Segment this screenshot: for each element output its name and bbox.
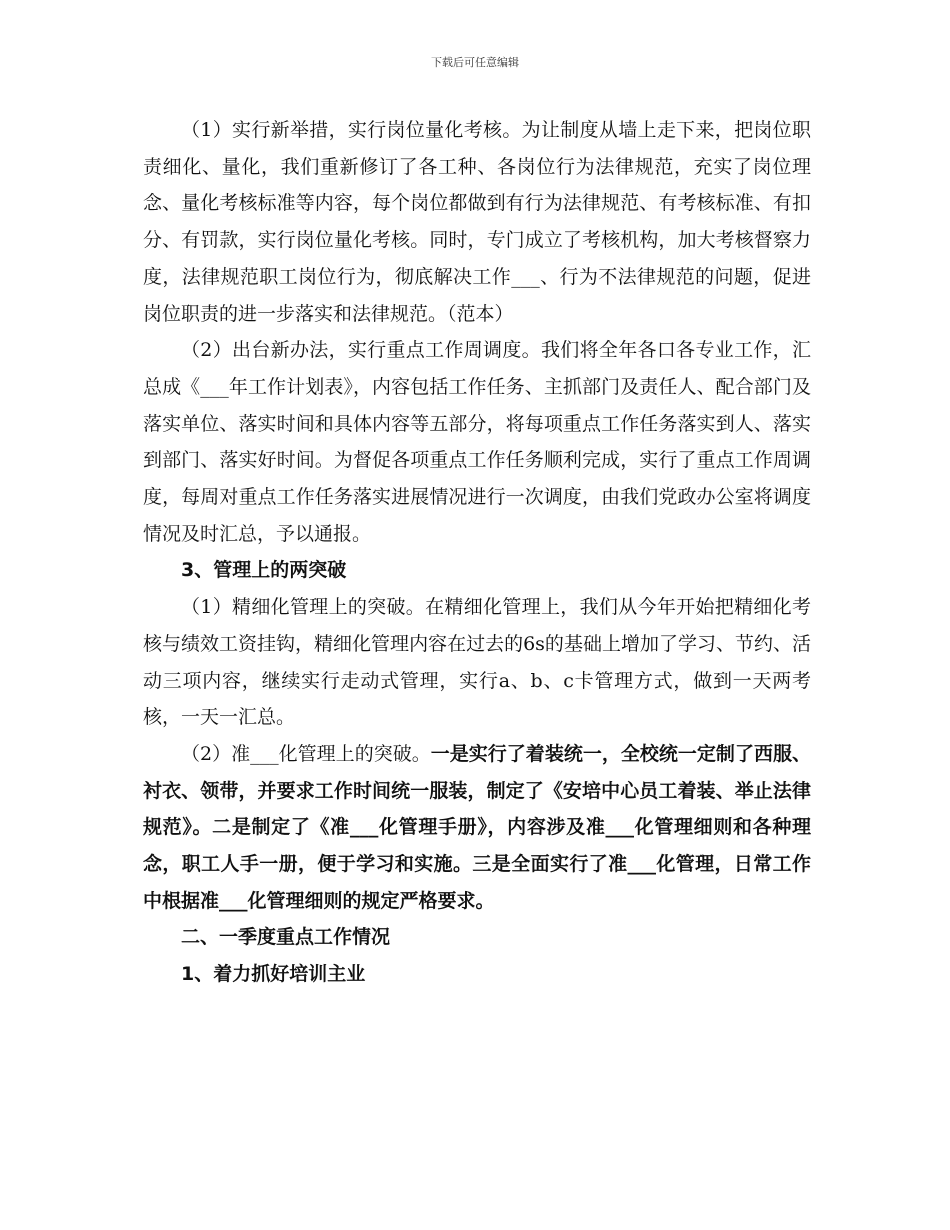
paragraph-lead-text: （2）准___化管理上的突破。 — [181, 742, 431, 765]
paragraph-standardized-management — [143, 736, 811, 920]
document-body — [143, 112, 811, 993]
paragraph-weekly-scheduling: （2）出台新办法，实行重点工作周调度。我们将全年各口各专业工作，汇总成《___年工作计划表》，内容包括工作任务、主抓部门及责任人、配合部门及落实单位、落实时间和具体内容等五部分，将每项重点工作任务落实到人、落实到部门、落实好时间。为督促各项重点工作任务顺利完成，实行了重点工作周调度，每周对重点工作任务落实进展情况进行一次调度，由我们党政办公室将调度情况及时汇总，予以通报。 — [143, 339, 811, 545]
heading-management-breakthroughs: 3、管理上的两突破 — [181, 559, 347, 582]
paragraph-fine-management: （1）精细化管理上的突破。在精细化管理上，我们从今年开始把精细化考核与绩效工资挂钩，精细化管理内容在过去的6s的基础上增加了学习、节约、活动三项内容，继续实行走动式管理，实行a、b、c卡管理方式，做到一天两考核，一天一汇总。 — [143, 596, 811, 729]
paragraph-post-quantification: （1）实行新举措，实行岗位量化考核。为让制度从墙上走下来，把岗位职责细化、量化，我们重新修订了各工种、各岗位行为法律规范，充实了岗位理念、量化考核标准等内容，每个岗位都做到有行为法律规范、有考核标准、有扣分、有罚款，实行岗位量化考核。同时，专门成立了考核机构，加大考核督察力度，法律规范职工岗位行为，彻底解决工作___、行为不法律规范的问题，促进岗位职责的进一步落实和法律规范。（范本） — [143, 119, 811, 325]
heading-training-business: 1、着力抓好培训主业 — [181, 963, 366, 986]
page-header: 下载后可任意编辑 — [431, 56, 519, 69]
paragraph-bold-text: 一是实行了着装统一，全校统一定制了西服、衬衣、领带，并要求工作时间统一服装，制定了《安培中心员工着装、举止法律规范》。二是制定了《准___化管理手册》，内容涉及准___化管理细则和各种理念，职工人手一册，便于学习和实施。三是全面实行了准___化管理，日常工作中根据准___化管理细则的规定严格要求。 — [143, 742, 811, 912]
heading-q1-key-work: 二、一季度重点工作情况 — [181, 926, 391, 949]
